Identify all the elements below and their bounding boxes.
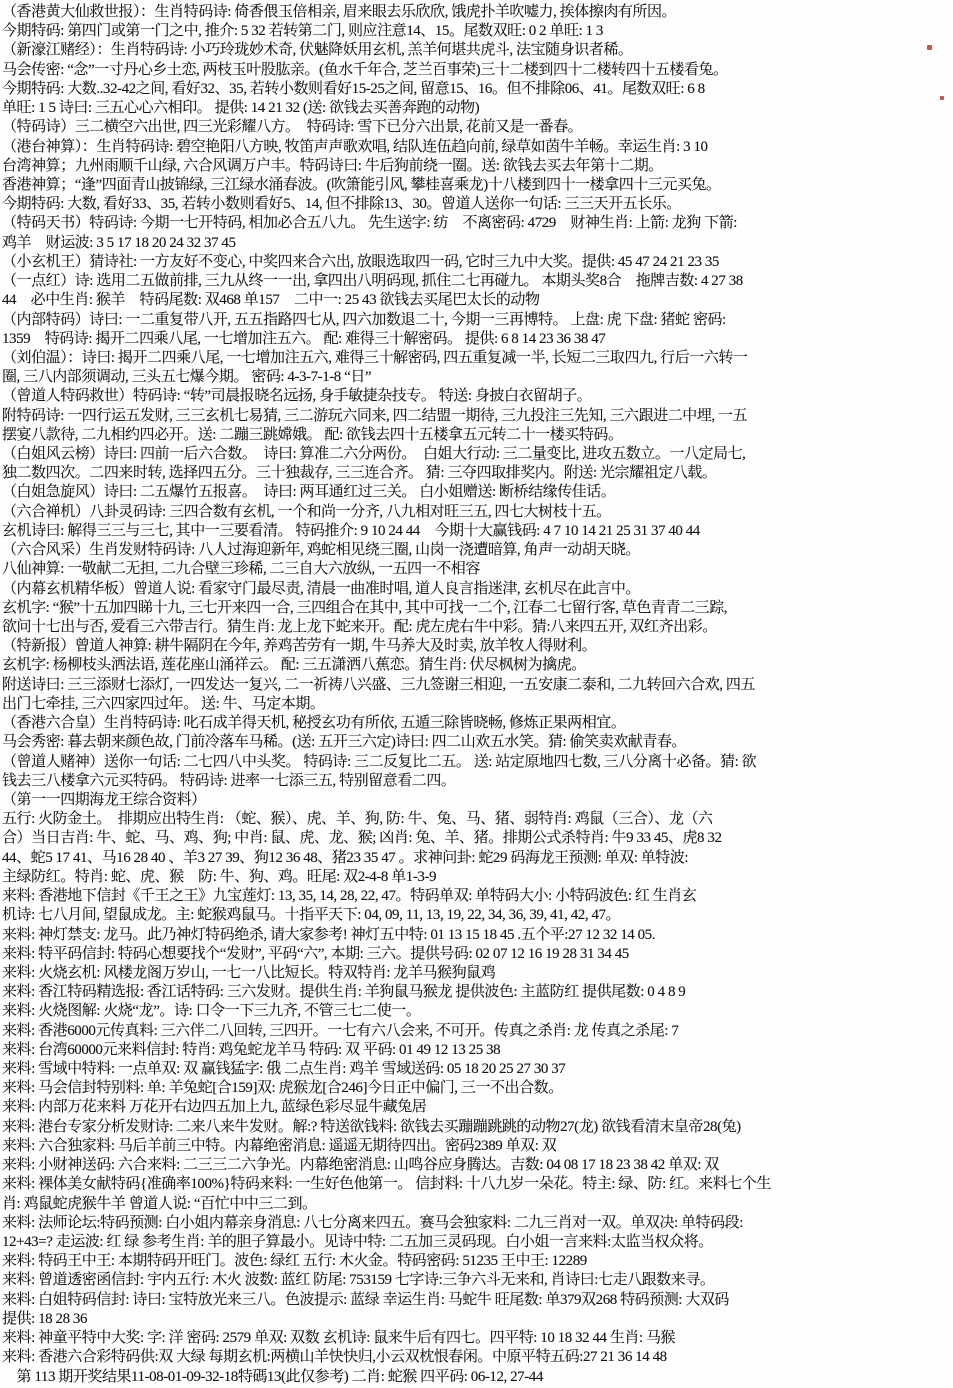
text-line: 马会秀密: 暮去朝来颜色故, 门前冷落车马稀。(送: 五开三六定)诗曰: 四二山欢五水笑。猜: 偷笑卖欢献青春。 [2, 734, 686, 751]
text-line: 合）当日吉肖: 牛、蛇、马、鸡、狗; 中肖: 鼠、虎、龙、猴; 凶肖: 兔、羊、猪。排期公式杀特肖: 牛9 33 45、虎8 32 [2, 830, 722, 847]
text-line: 44 必中生肖: 猴羊 特码尾数: 双468 单157 二中一: 25 43 欲钱去买尾巴太长的动物 [2, 292, 540, 309]
text-line: （白姐风云榜）诗曰: 四前一后六合数。 诗曰: 算准二六分两份。 白姐大行动: 三二量变比, 进攻五数立。一八定局七, [2, 446, 746, 463]
text-line: 来料: 香江特码精选报: 香江话特码: 三六发财。提供生肖: 羊狗鼠马猴龙 提供波色: 主蓝防红 提供尾数: 0 4 8 9 [2, 984, 686, 1001]
text-line: （特新报）曾道人神算: 耕牛隔阴在今年, 养鸡苦劳有一期, 牛马养大及时卖, 放羊牧人得财利。 [2, 638, 597, 655]
text-line: 来料: 香港地下信封《千王之王》九宝莲灯: 13, 35, 14, 28, 22, 47。特码单双: 单特码大小: 小特码波色: 红 生肖玄 [2, 888, 697, 905]
text-line: 来料: 台湾60000元来料信封: 特肖: 鸡兔蛇龙羊马 特码: 双 平码: 01 49 12 13 25 38 [2, 1041, 501, 1058]
text-line: 出门七牵挂, 三六四家四过年。 送: 牛、马定本期。 [2, 695, 325, 712]
text-line: 马会传密: “念”一寸丹心乡土恋, 两枝玉叶股肱亲。(鱼水千年合, 芝兰百事荣)三十二楼到四十二楼转四十五楼看兔。 [2, 61, 728, 78]
text-line: 来料: 法师论坛:特码预测: 白小姐内幕亲身消息: 八七分离来四五。赛马会独家料: 二九三肖对一双。单双决: 单特码段: [2, 1214, 743, 1231]
text-line: （曾道人赌神）送你一句话: 二七四八中头奖。 特码诗: 三二反复比二五。 送: 站定原地四七数, 三八分离十必备。猜: 欲 [2, 753, 757, 770]
text-line: 来料: 雪域中特料: 一点单双: 双 赢钱猛字: 俄 二点生肖: 鸡羊 雪域送码: 05 18 20 25 27 30 37 [2, 1061, 566, 1078]
text-line: 来料: 白姐特码信封: 诗曰: 宝特放光来三八。色波提示: 蓝绿 幸运生肖: 马蛇牛 旺尾数: 单379双268 特码预测: 大双码 [2, 1291, 729, 1308]
text-line: 1359 特码诗: 揭开二四乘八尾, 一七增加注五六。 配: 难得三十解密码。 提供: 6 8 14 23 36 38 47 [2, 330, 606, 347]
text-line: 单旺: 1 5 诗曰: 三五心心六相印。 提供: 14 21 32 (送: 欲钱去买善奔跑的动物) [2, 100, 480, 117]
text-line: （港台神算）：生肖特码诗: 碧空艳阳八方映, 牧笛声声歌欢唱, 结队连伍趋向前, 绿草如茵牛羊畅。幸运生肖: 3 10 [2, 138, 708, 155]
text-line: 今期特码: 大数, 看好33、35, 若转小数则看好5、14, 但不排除13、30。曾道人送你一句话: 三三天开五长乐。 [2, 196, 681, 213]
text-line: 今期特码: 第四门或第一门之中, 推介: 5 32 若转第二门, 则应注意14、15。尾数双旺: 0 2 单旺: 1 3 [2, 23, 603, 40]
text-line: （香港六合皇）生肖特码诗: 叱石成羊得天机, 秘授玄功有所依, 五遁三除皆晓畅, 修炼正果两相宜。 [2, 715, 626, 732]
text-line: 八仙神算: 一敬献二无担, 二九合壁三珍稀, 二三自大六放纵, 一五四一不相容 [2, 561, 480, 578]
text-line: 玄机诗曰: 解得三三与三七, 其中一三要看清。 特码推介: 9 10 24 44 今期十大赢钱码: 4 7 10 14 21 25 31 37 40 44 [2, 522, 700, 539]
text-line: （新濠江赌经）：生肖特码诗: 小巧玲珑妙术奇, 伏魅降妖用玄机, 羔羊何堪共虎斗, 法宝随身识者稀。 [2, 42, 633, 59]
text-line: （白姐急旋风）诗曰: 二五爆竹五报喜。 诗曰: 两耳通红过三关。 白小姐赠送: 断桥结缘传佳话。 [2, 484, 616, 501]
text-line: 玄机字: 杨柳枝头洒法语, 莲花座山涌祥云。 配: 三五潇洒八蕉恋。猜生肖: 伏尽枫树为擒虎。 [2, 657, 586, 674]
document-body [2, 3, 953, 1387]
text-line: （内幕玄机精华板）曾道人说: 看家守门最尽责, 清晨一曲准时唱, 道人良言指迷津, 玄机尽在此言中。 [2, 580, 640, 597]
text-line: （曾道人特码救世）特码诗: “转”司晨报晓名远扬, 身手敏捷杂技专。 特送: 身披白衣留胡子。 [2, 388, 592, 405]
text-line: 附特码诗: 一四行运五发财, 三三玄机七易猜, 三二游玩六同来, 四二结盟一期待, 三九投注三先知, 三六跟进二中埋, 一五 [2, 407, 748, 424]
text-line: 来料: 内部万花来料 万花开右边四五加上九, 蓝绿色彩尽显牛藏兔居 [2, 1099, 427, 1116]
text-line: （六合禅机）八卦灵码诗: 三四合数有玄机, 一个和尚一分齐, 八九相对旺三五, 四七大树枝十五。 [2, 503, 611, 520]
text-line: 提供: 18 28 36 [2, 1310, 88, 1327]
text-line: 来料: 香港6000元传真料: 三六伴二八回转, 三四开。一七有六八会来, 不可开。传真之杀肖: 龙 传真之杀尾: 7 [2, 1022, 679, 1039]
text-line: 来料: 神童平特中大奖: 字: 洋 密码: 2579 单双: 双数 玄机诗: 鼠来牛后有四七。四平特: 10 18 32 44 生肖: 马猴 [2, 1330, 676, 1347]
text-line: 台湾神算；九州雨顺千山绿, 六合风调万户丰。特码诗曰: 牛后狗前绕一圈。送: 欲钱去买去年第十二期。 [2, 157, 663, 174]
text-line: 圈, 三八内部须调动, 三头五七爆今期。 密码: 4-3-7-1-8 “日” [2, 369, 372, 386]
text-line: 来料: 港台专家分析发财诗: 二来八来牛发财。解:? 特送欲钱料: 欲钱去买蹦蹦跳跳的动物27(龙) 欲钱看清末皇帝28(兔) [2, 1118, 741, 1135]
text-line: 12+43=? 走运波: 红 绿 参考生肖: 羊的胆子算最小。见诗中特: 二五加三灵码现。白小姐一言来料:太监当权众将。 [2, 1234, 713, 1250]
text-line: 来料: 特码王中王: 本期特码开旺门。波色: 绿红 五行: 木火金。特码密码: 51235 王中王: 12289 [2, 1253, 587, 1270]
scan-artifact-speck [927, 45, 932, 50]
text-line: （第一一四期海龙王综合资料） [2, 791, 206, 808]
text-line: 来料: 小财神送码: 六合来料: 二三三二六争光。内幕绝密消息: 山鸣谷应身腾达。吉数: 04 08 17 18 23 38 42 单双: 双 [2, 1157, 719, 1174]
text-line: 来料: 火烧图解: 火烧“龙”。诗: 口令一下三九齐, 不管三七二使一。 [2, 1003, 421, 1020]
text-line: 来料: 裸体美女献特码{准确率100%}特码来料: 一生好色他第一。 信封料: 十八九岁一朵花。特主: 绿、防: 红。来料七个生 [2, 1176, 771, 1193]
text-line: （特码诗）三二横空六出世, 四三光彩耀八方。 特码诗: 雪下已分六出景, 花前又是一番春。 [2, 119, 583, 136]
text-line: 欲问十七出与否, 爱看三六带吉行。猜生肖: 龙上龙下蛇来开。配: 虎左虎右牛中彩。猜:八来四五开, 双红齐出彩。 [2, 619, 717, 635]
text-line: 来料: 马会信封特别料: 单: 羊兔蛇[合159]双: 虎猴龙[合246]今日正中偏门, 三一不出合数。 [2, 1080, 563, 1097]
text-line: 来料: 六合独家料: 马后羊前三中特。内幕绝密消息: 遥遥无期待四出。密码2389 单双: 双 [2, 1137, 557, 1154]
text-line: （一点红）诗: 选用二五做前排, 三九从终一一出, 拿四出八明码现, 抓住二七再碰九。 本期头奖8合 拖牌吉数: 4 27 38 [2, 273, 743, 290]
text-line: 来料: 火烧玄机: 风楼龙阁万岁山, 一七一八比短长。特双特肖: 龙羊马猴狗鼠鸡 [2, 964, 496, 981]
text-line: 来料: 香港六合彩特码供:双 大绿 每期玄机:两横山羊快快归,小云双枕恨春闲。中原平特五码:27 21 36 14 48 [2, 1349, 667, 1366]
text-line: 钱去三八楼拿六元买特码。 特码诗: 进率一七添三五, 特别留意看二四。 [2, 772, 456, 789]
text-line: 主绿防红。特肖: 蛇、虎、猴 防: 牛、狗、鸡。旺尾: 双2-4-8 单1-3-9 [2, 868, 437, 885]
text-line: （六合风采）生肖发财特码诗: 八人过海迎新年, 鸡蛇相见绕三圈, 山岗一浇遭暗算, 角声一动胡天晓。 [2, 542, 640, 559]
text-line: （小玄机王）猜诗社: 一方友好不变心, 中奖四来合六出, 放眼选取四一码, 它时三九中大奖。提供: 45 47 24 21 23 35 [2, 253, 719, 270]
text-line: 五行: 火防金土。 排期应出特生肖: （蛇、猴）、虎、羊、狗, 防: 牛、兔、马、猪、弱特肖: 鸡鼠（三合）、龙（六 [2, 811, 713, 828]
text-line: 鸡羊 财运波: 3 5 17 18 20 24 32 37 45 [2, 234, 236, 251]
text-line: 来料: 特平码信封: 特码心想要找个“发财”, 平码“六”, 本期: 三六。提供号码: 02 07 12 16 19 28 31 34 45 [2, 945, 629, 962]
text-line: （香港黄大仙救世报）：生肖特码诗: 倚香偎玉倍相亲, 眉来眼去乐欣欣, 饿虎扑羊吹嘘力, 挨体擦肉有所因。 [2, 4, 677, 20]
text-line: 附送诗曰: 三三添财七添灯, 一四发达一复兴, 二一祈祷八兴盛、三九签谢三相迎, 一五安康二泰和, 二九转回六合欢, 四五 [2, 676, 755, 693]
text-line: 今期特码: 大数..32-42之间, 看好32、35, 若转小数则看好15-25之间, 留意15、16。但不排除06、41。尾数双旺: 6 8 [2, 80, 705, 97]
text-line: 44、蛇5 17 41、马16 28 40 、羊3 27 39、狗12 36 48、猪23 35 47 。求神问卦: 蛇29 码海龙王预测: 单双: 单特波: [2, 849, 689, 866]
text-line: 独二数四次。二四来时转, 选择四五分。三十独裁存, 三三连合齐。 猜: 三夺四取排奖内。附送: 光宗耀祖定八载。 [2, 465, 717, 482]
text-line: 第 113 期开奖结果11-08-01-09-32-18特碼13(此仅参考) 二肖: 蛇猴 四平码: 06-12, 27-44 [2, 1368, 543, 1385]
text-line: 香港神算；“逢”四面青山披锦绿, 三江绿水涌春波。(吹箫能引风, 攀桂喜乘龙)十八楼到四十一楼拿四十三元买兔。 [2, 176, 721, 193]
text-line: 机诗: 七八月间, 望鼠成龙。主: 蛇猴鸡鼠马。十指平天下: 04, 09, 11, 13, 19, 22, 34, 36, 39, 41, 42, 47。 [2, 907, 621, 924]
text-line: 来料: 神灯禁支: 龙马。此乃神灯特码绝杀, 请大家参考! 神灯五中特: 01 13 15 18 45 .五个平:27 12 32 14 05. [2, 926, 656, 943]
text-line: 来料: 曾道透密函信封: 宇内五行: 木火 波数: 蓝红 防尾: 753159 七字诗:三争六斗无来和, 肖诗曰:七走八跟数来寻。 [2, 1272, 715, 1289]
text-line: （刘伯温）：诗曰: 揭开二四乘八尾, 一七增加注五六, 难得三十解密码, 四五重复减一半, 长短二三取四九, 行后一六转一 [2, 349, 748, 366]
text-line: 摆宴八款待, 二九相约四必开。送: 二蹦三跳嫦娥。 配: 欲钱去四十五楼拿五元转二十一楼买特码。 [2, 426, 623, 443]
text-line: （内部特码）诗曰: 一二重复带八开, 五五指路四七从, 四六加数退二十, 今期一三再博特。 上盘: 虎 下盘: 猪蛇 密码: [2, 311, 726, 328]
text-line: （特码天书）特码诗: 今期一七开特码, 相加必合五八九。 先生送字: 纺 不离密码: 4729 财神生肖: 上箭: 龙狗 下箭: [2, 215, 737, 232]
text-line: 玄机字: “猴”十五加四睇十九, 三七开来四一合, 三四组合在其中, 其中可找一二个, 江春二七留行客, 草色青青二三踪, [2, 599, 728, 616]
text-line: 肖: 鸡鼠蛇虎猴牛羊 曾道人说: “百忙中中三二到。 [2, 1195, 317, 1212]
scan-artifact-speck [940, 96, 944, 100]
